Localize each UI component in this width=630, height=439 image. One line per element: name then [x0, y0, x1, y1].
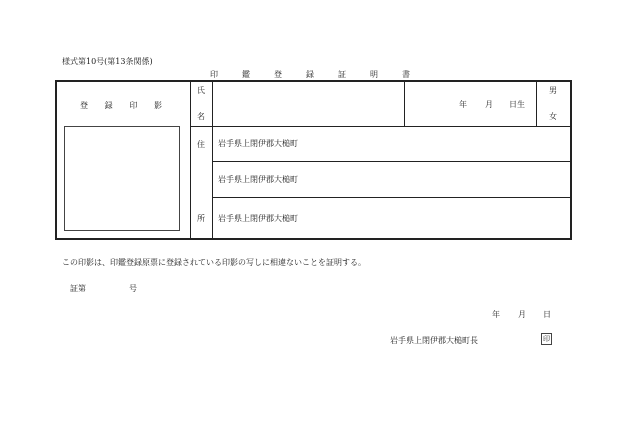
address-label-top: 住 — [197, 140, 205, 149]
certification-statement: この印影は、印鑑登録原票に登録されている印影の写しに相違ないことを証明する。 — [62, 258, 366, 267]
title-char: 登 — [274, 70, 282, 79]
divider-address-1 — [213, 161, 571, 162]
seal-impression-box — [64, 126, 180, 231]
title-char: 録 — [306, 70, 314, 79]
birth-day-label: 日生 — [509, 100, 525, 109]
form-number: 様式第10号(第13条関係) — [62, 57, 153, 66]
certificate-number-prefix: 証第 — [70, 284, 86, 293]
sex-female: 女 — [549, 112, 557, 121]
document-title — [210, 70, 410, 80]
divider-address-2 — [213, 197, 571, 198]
address-label-bottom: 所 — [197, 214, 205, 223]
name-label-top: 氏 — [197, 86, 205, 95]
official-stamp-box: 印 — [543, 335, 550, 343]
divider-seal-column — [190, 81, 191, 239]
issue-day-label: 日 — [543, 310, 551, 319]
certificate-number-suffix: 号 — [129, 284, 137, 293]
birth-year-label: 年 — [459, 100, 467, 109]
issue-year-label: 年 — [492, 310, 500, 319]
seal-impression-label: 登 録 印 影 — [80, 101, 162, 110]
divider-birthdate — [404, 81, 405, 126]
issuer-name: 岩手県上閉伊郡大槌町長 — [390, 336, 478, 345]
title-char: 書 — [402, 70, 410, 79]
title-char: 印 — [210, 70, 218, 79]
title-char: 明 — [370, 70, 378, 79]
address-line-1: 岩手県上閉伊郡大槌町 — [218, 139, 298, 148]
title-char: 証 — [338, 70, 346, 79]
name-label-bottom: 名 — [197, 112, 205, 121]
address-line-3: 岩手県上閉伊郡大槌町 — [218, 214, 298, 223]
birth-month-label: 月 — [485, 100, 493, 109]
divider-sex — [536, 81, 537, 126]
address-line-2: 岩手県上閉伊郡大槌町 — [218, 175, 298, 184]
title-char: 鑑 — [242, 70, 250, 79]
issue-month-label: 月 — [518, 310, 526, 319]
sex-male: 男 — [549, 86, 557, 95]
divider-name-row — [191, 126, 571, 127]
divider-label-column — [212, 81, 213, 239]
